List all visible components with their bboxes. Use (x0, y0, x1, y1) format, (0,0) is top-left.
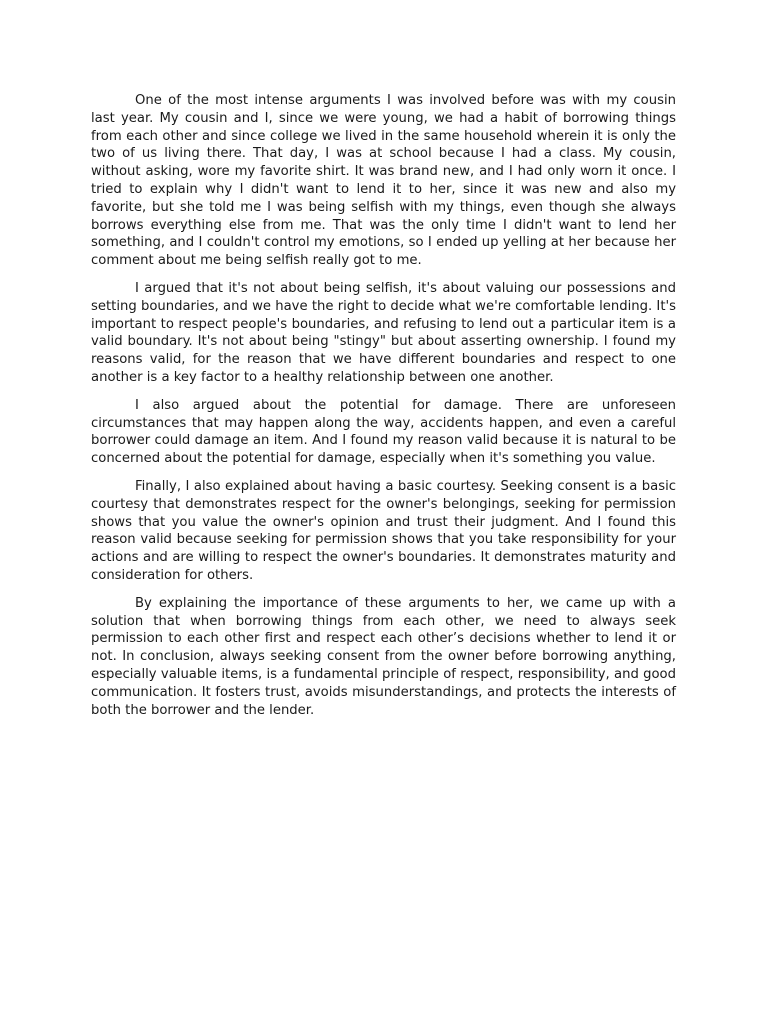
document-body (91, 92, 676, 729)
paragraph-5: By explaining the importance of these arguments to her, we came up with a solution that when borrowing things from each other, we need to always seek permission to each other first and respect each other’s decisions whether to lend it or not. In conclusion, always seeking consent from the owner before borrowing anything, especially valuable items, is a fundamental principle of respect, responsibility, and good communication. It fosters trust, avoids misunderstandings, and protects the interests of both the borrower and the lender. (91, 595, 676, 718)
paragraph-3: I also argued about the potential for damage. There are unforeseen circumstances that may happen along the way, accidents happen, and even a careful borrower could damage an item. And I found my reason valid because it is natural to be concerned about the potential for damage, especially when it's something you value. (91, 397, 676, 467)
paragraph-2: I argued that it's not about being selfish, it's about valuing our possessions and setting boundaries, and we have the right to decide what we're comfortable lending. It's important to respect people's boundaries, and refusing to lend out a particular item is a valid boundary. It's not about being "stingy" but about asserting ownership. I found my reasons valid, for the reason that we have different boundaries and respect to one another is a key factor to a healthy relationship between one another. (91, 280, 676, 385)
paragraph-1: One of the most intense arguments I was involved before was with my cousin last year. My cousin and I, since we were young, we had a habit of borrowing things from each other and since college we lived in the same household wherein it is only the two of us living there. That day, I was at school because I had a class. My cousin, without asking, wore my favorite shirt. It was brand new, and I had only worn it once. I tried to explain why I didn't want to lend it to her, since it was new and also my favorite, but she told me I was being selfish with my things, even though she always borrows everything else from me. That was the only time I didn't want to lend her something, and I couldn't control my emotions, so I ended up yelling at her because her comment about me being selfish really got to me. (91, 93, 676, 269)
paragraph-4: Finally, I also explained about having a basic courtesy. Seeking consent is a basic courtesy that demonstrates respect for the owner's belongings, seeking for permission shows that you value the owner's opinion and trust their judgment. And I found this reason valid because seeking for permission shows that you take responsibility for your actions and are willing to respect the owner's boundaries. It demonstrates maturity and consideration for others. (91, 478, 676, 583)
